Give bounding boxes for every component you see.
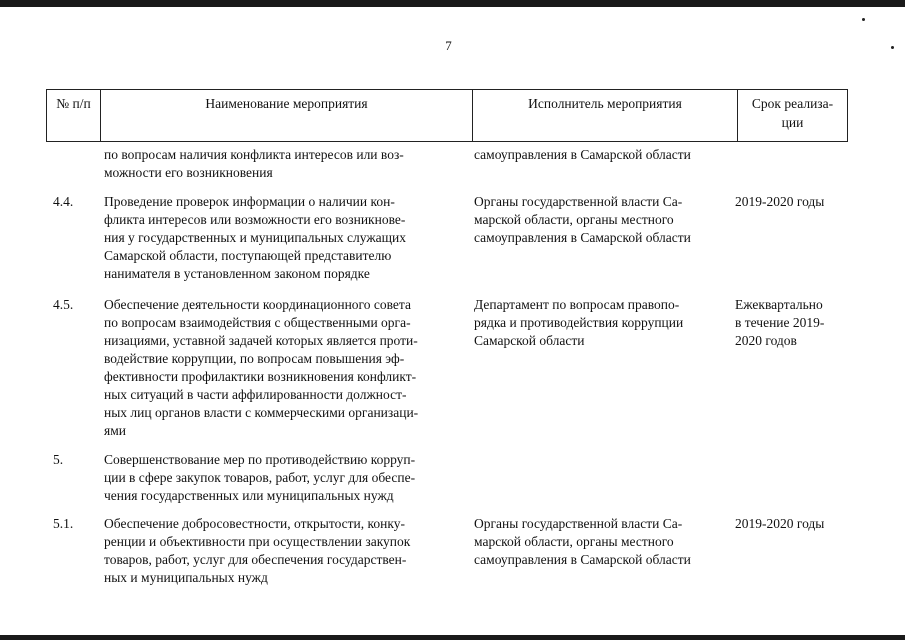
row-name-cell	[104, 451, 463, 505]
header-cell-number: № п/п	[47, 90, 101, 142]
row-name-line: по вопросам взаимодействия с общественными орга-	[104, 315, 411, 330]
row-executor-cell	[474, 146, 725, 164]
row-executor-line: рядка и противодействия коррупции	[474, 315, 684, 330]
row-executor-cell	[474, 193, 725, 247]
row-name-line: ции в сфере закупок товаров, работ, услуг для обеспе-	[104, 470, 416, 485]
row-executor-line: Самарской области	[474, 333, 585, 348]
row-name-cell	[104, 146, 463, 182]
row-name-line: фликта интересов или возможности его возникнове-	[104, 212, 406, 227]
row-deadline-line: в течение 2019-	[735, 315, 825, 330]
row-deadline-line: 2019-2020 годы	[735, 194, 825, 209]
row-executor-line: марской области, органы местного	[474, 534, 674, 549]
row-executor-line: Органы государственной власти Са-	[474, 516, 683, 531]
row-name-line: водействие коррупции, по вопросам повышения эф-	[104, 351, 405, 366]
row-executor-line: самоуправления в Самарской области	[474, 147, 691, 162]
row-executor-line: марской области, органы местного	[474, 212, 674, 227]
row-name-line: фективности профилактики возникновения конфликт-	[104, 369, 417, 384]
row-name-line: Самарской области, поступающей представителю	[104, 248, 392, 263]
row-name-line: ных ситуаций в части аффилированности должност-	[104, 387, 407, 402]
row-name-line: ния у государственных и муниципальных служащих	[104, 230, 407, 245]
page-number: 7	[445, 38, 452, 53]
table-header	[46, 89, 848, 142]
row-name-line: ями	[104, 423, 126, 438]
row-name-line: Обеспечение добросовестности, открытости, конку-	[104, 516, 405, 531]
row-executor-line: Департамент по вопросам правопо-	[474, 297, 680, 312]
row-name-line: по вопросам наличия конфликта интересов или воз-	[104, 147, 404, 162]
header-cell-name: Наименование мероприятия	[101, 90, 473, 142]
header-deadline-line: Срок реализа-	[751, 96, 834, 111]
row-name-line: Совершенствование мер по противодействию корруп-	[104, 452, 416, 467]
row-executor-line: Органы государственной власти Са-	[474, 194, 683, 209]
row-name-cell	[104, 193, 463, 283]
row-name-line: товаров, работ, услуг для обеспечения государствен-	[104, 552, 407, 567]
row-deadline-line: Ежеквартально	[735, 297, 823, 312]
row-name-line: ренции и объективности при осуществлении закупок	[104, 534, 411, 549]
header-deadline-line: ции	[781, 115, 804, 130]
row-number: 5.	[53, 452, 64, 467]
row-name-line: ных и муниципальных нужд	[104, 570, 268, 585]
row-executor-cell	[474, 296, 725, 350]
row-executor-line: самоуправления в Самарской области	[474, 230, 691, 245]
row-deadline-line: 2020 годов	[735, 333, 797, 348]
row-deadline-cell	[735, 193, 847, 211]
row-name-line: чения государственных или муниципальных нужд	[104, 488, 394, 503]
header-cell-executor: Исполнитель мероприятия	[473, 90, 738, 142]
header-cell-deadline	[738, 90, 848, 142]
row-name-line: Проведение проверок информации о наличии кон-	[104, 194, 395, 209]
row-executor-line: самоуправления в Самарской области	[474, 552, 691, 567]
row-number: 4.5.	[53, 297, 74, 312]
row-name-line: низациями, уставной задачей которых является проти-	[104, 333, 418, 348]
scan-bottom-border	[0, 635, 905, 640]
row-executor-cell	[474, 515, 725, 569]
row-deadline-cell	[735, 296, 847, 350]
row-number: 5.1.	[53, 516, 74, 531]
scan-speck	[862, 18, 865, 21]
row-deadline-line: 2019-2020 годы	[735, 516, 825, 531]
row-name-cell	[104, 296, 463, 440]
row-number: 4.4.	[53, 194, 74, 209]
scan-top-border	[0, 0, 905, 7]
row-name-line: Обеспечение деятельности координационного совета	[104, 297, 411, 312]
row-name-line: можности его возникновения	[104, 165, 273, 180]
row-name-line: ных лиц органов власти с коммерческими организаци-	[104, 405, 419, 420]
row-name-cell	[104, 515, 463, 587]
row-name-line: нанимателя в установленном законом порядке	[104, 266, 370, 281]
row-deadline-cell	[735, 515, 847, 533]
